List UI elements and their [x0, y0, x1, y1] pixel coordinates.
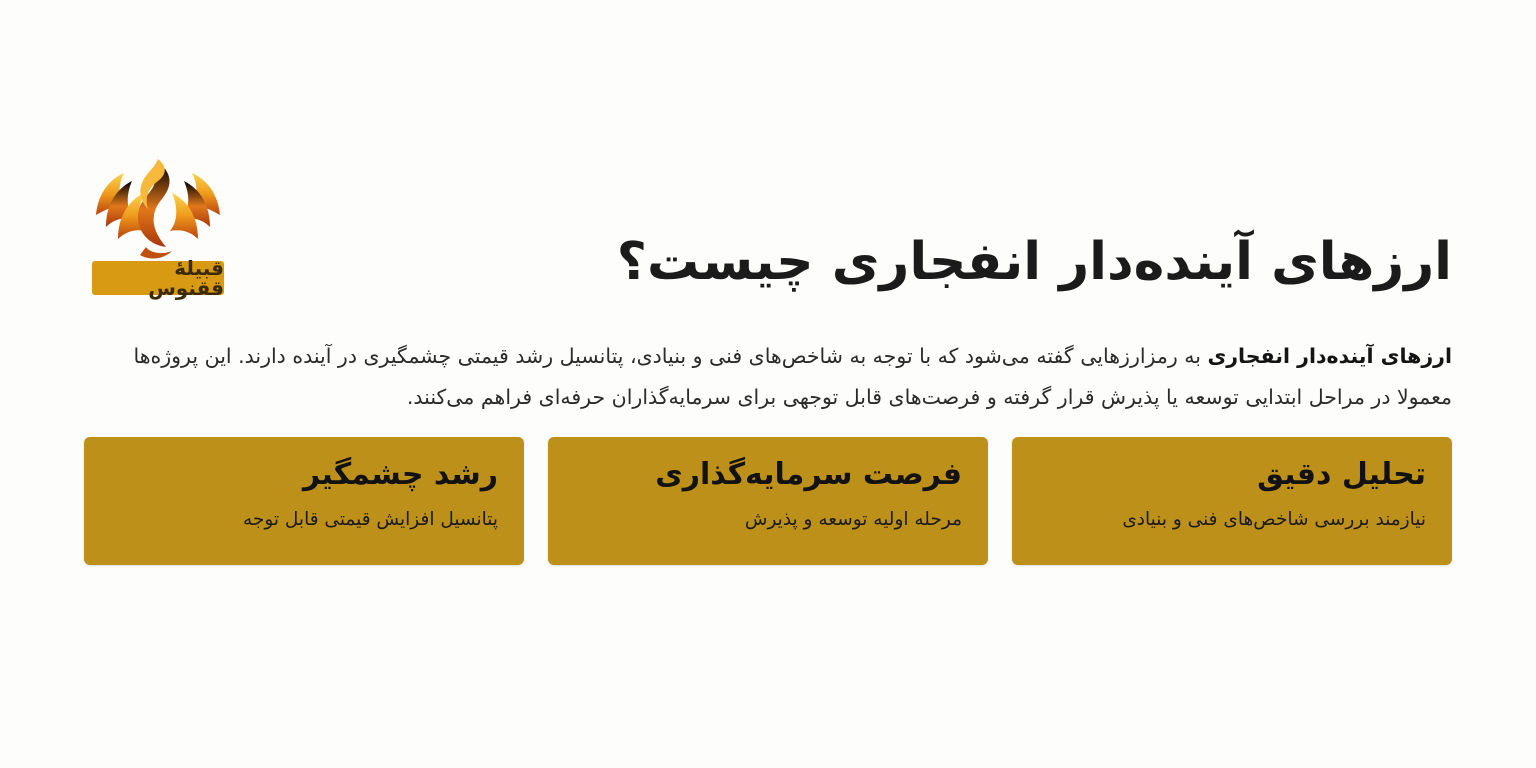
brand-logo[interactable]: [84, 155, 232, 300]
phoenix-icon: [84, 155, 232, 263]
page-header: [84, 155, 1452, 330]
card-title: رشد چشمگیر: [302, 457, 498, 492]
intro-lead-term: ارزهای آینده‌دار انفجاری: [1207, 343, 1452, 368]
highlight-card-growth[interactable]: [84, 437, 524, 565]
card-title: فرصت سرمایه‌گذاری: [655, 457, 962, 492]
card-subtitle: پتانسیل افزایش قیمتی قابل توجه: [242, 508, 498, 530]
logo-wordmark: قبیلهٔ ققنوس: [148, 256, 224, 300]
page-title: ارزهای آینده‌دار انفجاری چیست؟: [616, 231, 1452, 292]
highlight-card-analysis[interactable]: [1012, 437, 1452, 565]
highlight-card-investment[interactable]: [548, 437, 988, 565]
intro-paragraph: [84, 336, 1452, 418]
card-title: تحلیل دقیق: [1257, 457, 1426, 492]
highlight-cards: [84, 437, 1452, 565]
logo-wordmark-plate: [92, 256, 224, 300]
card-subtitle: مرحله اولیه توسعه و پذیرش: [744, 508, 962, 530]
intro-body-text: به رمزارزهایی گفته می‌شود که با توجه به شاخص‌های فنی و بنیادی، پتانسیل رشد قیمتی چشمگیری در آینده دارند. این پروژه‌ها معمولا در مراحل ابتدایی توسعه یا پذیرش قرار گرفته و فرصت‌های قابل توجهی برای سرمایه‌گذاران حرفه‌ای فراهم می‌کنند.: [133, 343, 1452, 409]
card-subtitle: نیازمند بررسی شاخص‌های فنی و بنیادی: [1122, 508, 1426, 530]
